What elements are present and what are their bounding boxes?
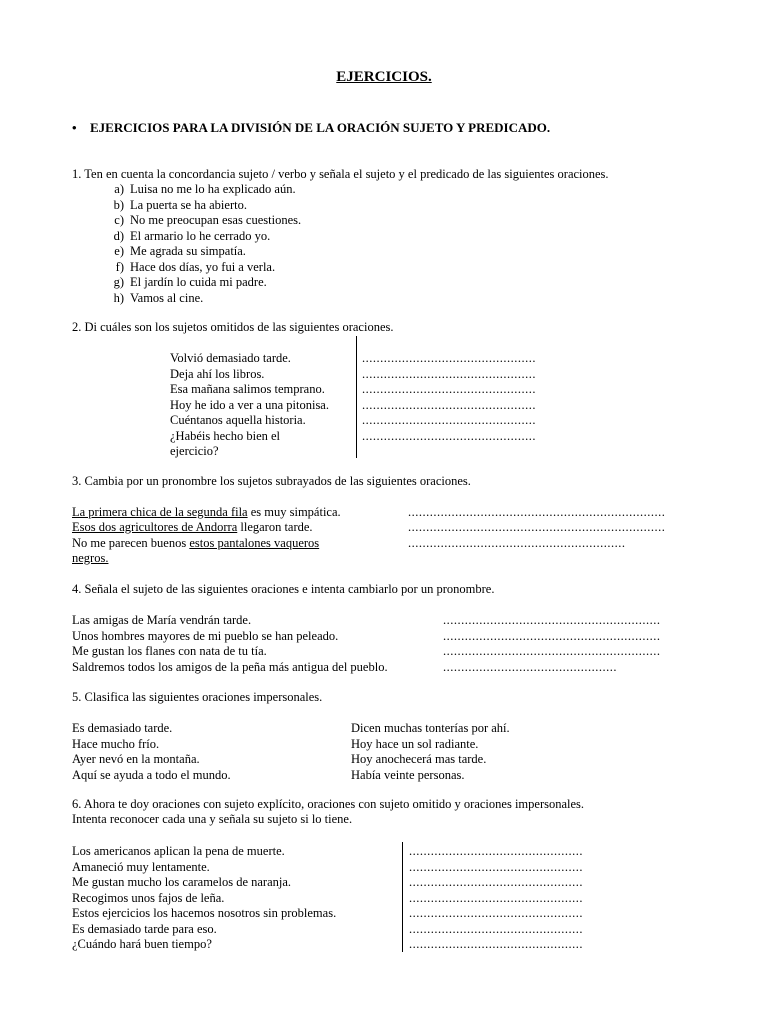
answer-blank: ................................................	[362, 366, 536, 381]
sentence: Volvió demasiado tarde.	[170, 351, 291, 365]
sentence: Me gustan mucho los caramelos de naranja.	[72, 875, 292, 889]
list-item	[104, 260, 301, 276]
sentence: Las amigas de María vendrán tarde.	[72, 613, 252, 627]
exercise-6-prompt-line-1: 6. Ahora te doy oraciones con sujeto explícito, oraciones con sujeto omitido y oraciones impersonales.	[72, 797, 585, 811]
exercise-5-left-column	[72, 721, 231, 783]
sentence-rest: llegaron tarde.	[237, 520, 313, 534]
answer-blank: ............................................................	[443, 613, 661, 627]
sentence: Amaneció muy lentamente.	[72, 859, 210, 874]
exercise-3-sentence-1	[72, 505, 341, 521]
list-item-text: No me preocupan esas cuestiones.	[130, 213, 302, 227]
answer-blank: ................................................	[362, 351, 536, 365]
answer-blank: .......................................................................	[408, 505, 666, 519]
answer-blank: ................................................	[409, 875, 583, 889]
underlined-subject: La primera chica de la segunda fila	[72, 505, 248, 519]
list-item-label: a)	[114, 182, 124, 196]
list-item-label: f)	[115, 259, 124, 274]
list-item-text: Hace dos días, yo fui a verla.	[130, 259, 276, 274]
answer-blank: ................................................	[362, 382, 536, 396]
exercise-6-sentences	[72, 844, 336, 953]
sentence: ¿Cuándo hará buen tiempo?	[72, 937, 212, 951]
list-item-label: e)	[114, 244, 124, 258]
exercise-3-sentence-2	[72, 520, 313, 536]
sentence: Recogimos unos fajos de leña.	[72, 890, 225, 905]
underlined-subject-continued: negros.	[72, 551, 109, 565]
underlined-subject: Esos dos agricultores de Andorra	[72, 520, 238, 534]
list-item	[104, 198, 301, 214]
sentence: Unos hombres mayores de mi pueblo se han peleado.	[72, 628, 339, 643]
answer-blank: ................................................	[443, 659, 617, 674]
sentence-rest: es muy simpática.	[247, 505, 341, 519]
answer-blank: ................................................	[362, 428, 536, 443]
list-item	[104, 213, 301, 229]
sentence: Cuéntanos aquella historia.	[170, 413, 306, 427]
list-item	[104, 182, 301, 198]
answer-blank: ................................................	[409, 921, 583, 936]
sentence: Hoy hace un sol radiante.	[351, 736, 479, 751]
exercise-6-divider	[402, 842, 403, 952]
answer-blank: ............................................................	[408, 536, 626, 550]
exercise-2-prompt: 2. Di cuáles son los sujetos omitidos de las siguientes oraciones.	[72, 320, 394, 334]
list-item	[104, 229, 301, 245]
answer-blank: ............................................................	[443, 628, 661, 643]
section-heading	[72, 120, 550, 136]
sentence-rest: No me parecen buenos	[72, 536, 190, 550]
list-item	[104, 275, 301, 291]
answer-blank: ................................................	[409, 937, 583, 951]
answer-blank: ................................................	[362, 397, 536, 412]
sentence: Es demasiado tarde para eso.	[72, 921, 217, 936]
sentence: Los americanos aplican la pena de muerte.	[72, 844, 285, 858]
exercise-4-sentences	[72, 613, 388, 675]
list-item-text: Me agrada su simpatía.	[130, 244, 246, 258]
sentence: Hoy anochecerá mas tarde.	[351, 752, 487, 766]
sentence: Hace mucho frío.	[72, 736, 160, 751]
exercise-6-prompt-line-2: Intenta reconocer cada una y señala su sujeto si lo tiene.	[72, 812, 353, 826]
exercise-3-sentence-3	[72, 536, 319, 552]
list-item-text: El armario lo he cerrado yo.	[130, 228, 271, 243]
bullet-icon: •	[72, 120, 77, 135]
list-item-label: b)	[113, 197, 124, 212]
exercise-3-prompt: 3. Cambia por un pronombre los sujetos subrayados de las siguientes oraciones.	[72, 474, 471, 488]
section-heading-text: EJERCICIOS PARA LA DIVISIÓN DE LA ORACIÓN SUJETO Y PREDICADO.	[90, 120, 551, 135]
exercise-2-blanks	[362, 351, 536, 444]
list-item-label: g)	[113, 275, 124, 289]
exercise-4-blanks	[443, 613, 661, 675]
answer-blank: ............................................................	[443, 644, 661, 658]
sentence: Estos ejercicios los hacemos nosotros sin problemas.	[72, 906, 337, 920]
list-item-text: Vamos al cine.	[130, 290, 204, 305]
sentence: Esa mañana salimos temprano.	[170, 382, 325, 396]
list-item-text: El jardín lo cuida mi padre.	[130, 275, 267, 289]
exercise-6-blanks	[409, 844, 583, 953]
list-item-label: h)	[113, 290, 124, 305]
sentence: Había veinte personas.	[351, 767, 465, 782]
sentence: Aquí se ayuda a todo el mundo.	[72, 767, 231, 782]
answer-blank: .......................................................................	[408, 520, 666, 534]
sentence: Dicen muchas tonterías por ahí.	[351, 721, 510, 735]
answer-blank: ................................................	[362, 413, 536, 427]
list-item-label: d)	[113, 228, 124, 243]
sentence: ¿Habéis hecho bien el	[170, 428, 281, 443]
sentence: Me gustan los flanes con nata de tu tía.	[72, 644, 267, 658]
answer-blank: ................................................	[409, 844, 583, 858]
answer-blank: ................................................	[409, 859, 583, 874]
list-item-text: Luisa no me lo ha explicado aún.	[130, 182, 296, 196]
exercise-2-divider	[356, 336, 357, 458]
list-item	[104, 244, 301, 260]
exercise-1-list	[104, 182, 301, 306]
list-item-label: c)	[114, 213, 124, 227]
exercise-5-prompt: 5. Clasifica las siguientes oraciones impersonales.	[72, 690, 323, 704]
sentence: Es demasiado tarde.	[72, 721, 173, 735]
sentence: Deja ahí los libros.	[170, 366, 265, 381]
exercise-4-prompt: 4. Señala el sujeto de las siguientes oraciones e intenta cambiarlo por un pronombre.	[72, 582, 495, 596]
exercise-2-sentences	[170, 351, 329, 460]
sentence: Ayer nevó en la montaña.	[72, 752, 200, 766]
exercise-1-prompt: 1. Ten en cuenta la concordancia sujeto / verbo y señala el sujeto y el predicado de las siguientes oraciones.	[72, 167, 609, 181]
sentence: Hoy he ido a ver a una pitonisa.	[170, 397, 329, 412]
sentence: ejercicio?	[170, 444, 219, 458]
underlined-subject: estos pantalones vaqueros	[189, 536, 320, 550]
answer-blank: ................................................	[409, 890, 583, 905]
sentence: Saldremos todos los amigos de la peña más antigua del pueblo.	[72, 659, 388, 674]
exercise-5-right-column	[351, 721, 510, 783]
list-item	[104, 291, 301, 307]
answer-blank: ................................................	[409, 906, 583, 920]
page-title: EJERCICIOS.	[336, 69, 432, 85]
list-item-text: La puerta se ha abierto.	[130, 197, 247, 212]
